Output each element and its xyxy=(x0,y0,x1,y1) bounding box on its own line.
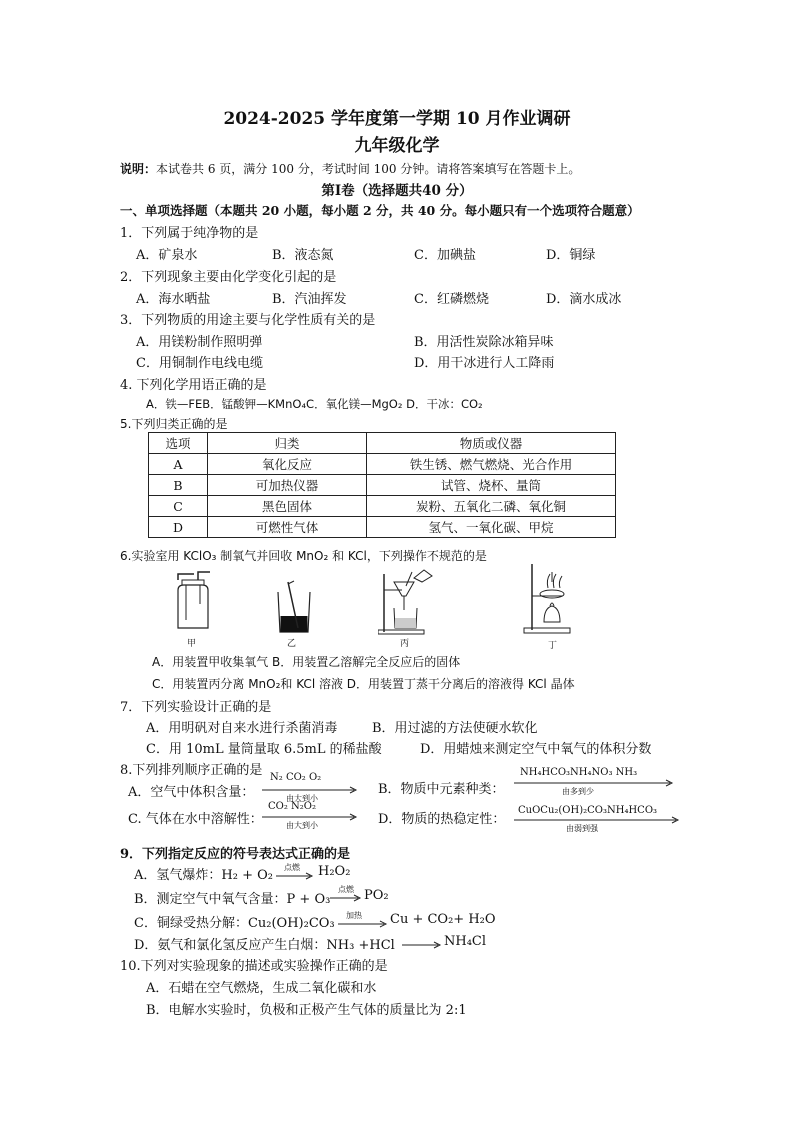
q3-option-c: C．用铜制作电线电缆 xyxy=(136,356,263,371)
q2-option-d: D．滴水成冰 xyxy=(546,292,622,307)
q9-b-condition: 点燃 xyxy=(338,885,354,894)
q8-option-c: C. 气体在水中溶解性： xyxy=(128,812,263,827)
q8-d-direction: 由弱到强 xyxy=(566,824,598,833)
q8-option-d: D．物质的热稳定性： xyxy=(378,812,506,827)
q9-a-arrow xyxy=(276,872,314,880)
q6-stem: 6.实验室用 KClO₃ 制氧气并回收 MnO₂ 和 KCl，下列操作不规范的是 xyxy=(120,549,487,563)
q9-d-products: NH₄Cl xyxy=(444,934,487,949)
q3-option-b: B．用活性炭除冰箱异味 xyxy=(414,335,554,350)
q10-option-a: A．石蜡在空气燃烧，生成二氧化碳和水 xyxy=(146,981,377,996)
table-cell: 试管、烧杯、量筒 xyxy=(367,475,616,496)
table-cell: 炭粉、五氧化二磷、氧化铜 xyxy=(367,496,616,517)
q7-stem: 7．下列实验设计正确的是 xyxy=(120,700,272,715)
table-cell: A xyxy=(149,454,208,475)
table-row xyxy=(149,454,616,475)
q4-stem: 4. 下列化学用语正确的是 xyxy=(120,378,267,393)
table-header-cell: 物质或仪器 xyxy=(367,433,616,454)
q9-c-products: Cu + CO₂+ H₂O xyxy=(390,912,496,927)
q9-a-reactants: A．氢气爆炸：H₂ + O₂ xyxy=(134,868,273,883)
q8-b-direction: 由多到少 xyxy=(562,787,594,796)
q3-stem: 3．下列物质的用途主要与化学性质有关的是 xyxy=(120,313,376,328)
q2-option-b: B．汽油挥发 xyxy=(272,292,347,307)
exam-title: 2024-2025 学年度第一学期 10 月作业调研 xyxy=(223,109,571,129)
q8-c-direction: 由大到小 xyxy=(286,821,318,830)
q9-b-products: PO₂ xyxy=(364,888,389,903)
q4-options: A．铁—FEB．锰酸钾—KMnO₄C．氧化镁—MgO₂ D．干冰：CO₂ xyxy=(146,397,483,411)
q1-option-b: B．液态氮 xyxy=(272,248,334,263)
q9-a-products: H₂O₂ xyxy=(318,864,351,879)
q6-options-cd: C．用装置丙分离 MnO₂和 KCl 溶液 D．用装置丁蒸干分离后的溶液得 KCl 晶体 xyxy=(152,677,575,691)
q9-b-arrow xyxy=(330,894,362,902)
q1-option-d: D．铜绿 xyxy=(546,248,596,263)
table-header-cell: 选项 xyxy=(149,433,208,454)
table-header-cell: 归类 xyxy=(208,433,367,454)
q9-c-arrow xyxy=(338,920,388,928)
apparatus-label-jia: 甲 xyxy=(187,639,197,649)
q8-b-order: NH₄HCO₃NH₄NO₃ NH₃ xyxy=(520,767,638,778)
q9-stem: 9．下列指定反应的符号表达式正确的是 xyxy=(120,847,351,862)
apparatus-ding-evaporation xyxy=(522,560,578,636)
table-cell: C xyxy=(149,496,208,517)
apparatus-label-bing: 丙 xyxy=(400,639,410,649)
apparatus-yi-beaker xyxy=(274,580,314,636)
q1-option-a: A．矿泉水 xyxy=(136,248,198,263)
q1-option-c: C．加碘盐 xyxy=(414,248,476,263)
table-cell: 可加热仪器 xyxy=(208,475,367,496)
q2-stem: 2．下列现象主要由化学变化引起的是 xyxy=(120,270,337,285)
q3-option-a: A．用镁粉制作照明弹 xyxy=(136,335,263,350)
note-text: 本试卷共 6 页，满分 100 分，考试时间 100 分钟。请将答案填写在答题卡上。 xyxy=(156,162,581,176)
q1-stem: 1．下列属于纯净物的是 xyxy=(120,226,259,241)
q10-option-b: B．电解水实验时，负极和正极产生气体的质量比为 2:1 xyxy=(146,1003,467,1018)
exam-subtitle: 九年级化学 xyxy=(354,136,440,156)
q8-c-order: CO₂ N₂O₂ xyxy=(268,801,317,812)
q8-option-b: B．物质中元素种类： xyxy=(378,782,505,797)
q2-option-a: A．海水晒盐 xyxy=(136,292,211,307)
q8-stem: 8.下列排列顺序正确的是 xyxy=(120,763,263,778)
part-heading: 第Ⅰ卷（选择题共40 分） xyxy=(321,183,473,199)
q9-c-condition: 加热 xyxy=(346,911,362,920)
q9-d-reactants: D．氨气和氯化氢反应产生白烟：NH₃ +HCl xyxy=(134,938,395,953)
table-cell: 铁生锈、燃气燃烧、光合作用 xyxy=(367,454,616,475)
q7-option-a: A．用明矾对自来水进行杀菌消毒 xyxy=(146,721,338,736)
q5-stem: 5.下列归类正确的是 xyxy=(120,417,228,431)
table-cell: 氢气、一氧化碳、甲烷 xyxy=(367,517,616,538)
q9-c-reactants: C．铜绿受热分解：Cu₂(OH)₂CO₃ xyxy=(134,916,335,931)
q9-b-reactants: B．测定空气中氧气含量：P + O₃ xyxy=(134,892,331,907)
q8-a-order: N₂ CO₂ O₂ xyxy=(270,772,322,783)
exam-note xyxy=(120,160,580,177)
table-row xyxy=(149,517,616,538)
section-heading: 一、单项选择题（本题共 20 小题，每小题 2 分，共 40 分。每小题只有一个选项符合题意） xyxy=(120,203,640,218)
q8-b-arrow xyxy=(514,779,674,787)
q3-option-d: D．用干冰进行人工降雨 xyxy=(414,356,555,371)
apparatus-jia-gas-bottle xyxy=(168,570,218,634)
q2-option-c: C．红磷燃烧 xyxy=(414,292,489,307)
note-label: 说明： xyxy=(120,162,157,176)
q5-table xyxy=(148,432,616,538)
q8-option-a: A．空气中体积含量： xyxy=(128,785,255,800)
apparatus-label-yi: 乙 xyxy=(287,639,297,649)
q7-option-b: B．用过滤的方法使硬水软化 xyxy=(372,721,538,736)
table-header-row xyxy=(149,433,616,454)
q9-a-condition: 点燃 xyxy=(284,863,300,872)
table-cell: D xyxy=(149,517,208,538)
table-row xyxy=(149,475,616,496)
table-cell: B xyxy=(149,475,208,496)
q8-d-order: CuOCu₂(OH)₂CO₃NH₄HCO₃ xyxy=(518,805,658,816)
q7-option-d: D．用蜡烛来测定空气中氧气的体积分数 xyxy=(420,742,652,757)
table-cell: 可燃性气体 xyxy=(208,517,367,538)
q9-d-arrow xyxy=(402,941,442,949)
q10-stem: 10.下列对实验现象的描述或实验操作正确的是 xyxy=(120,959,388,974)
table-cell: 黑色固体 xyxy=(208,496,367,517)
apparatus-bing-filtration xyxy=(378,568,438,636)
q7-option-c: C．用 10mL 量筒量取 6.5mL 的稀盐酸 xyxy=(146,742,382,757)
q6-options-ab: A．用装置甲收集氧气 B．用装置乙溶解完全反应后的固体 xyxy=(152,655,461,669)
table-row xyxy=(149,496,616,517)
apparatus-label-ding: 丁 xyxy=(548,641,558,651)
q8-a-direction: 由大到小 xyxy=(286,794,318,803)
table-cell: 氧化反应 xyxy=(208,454,367,475)
